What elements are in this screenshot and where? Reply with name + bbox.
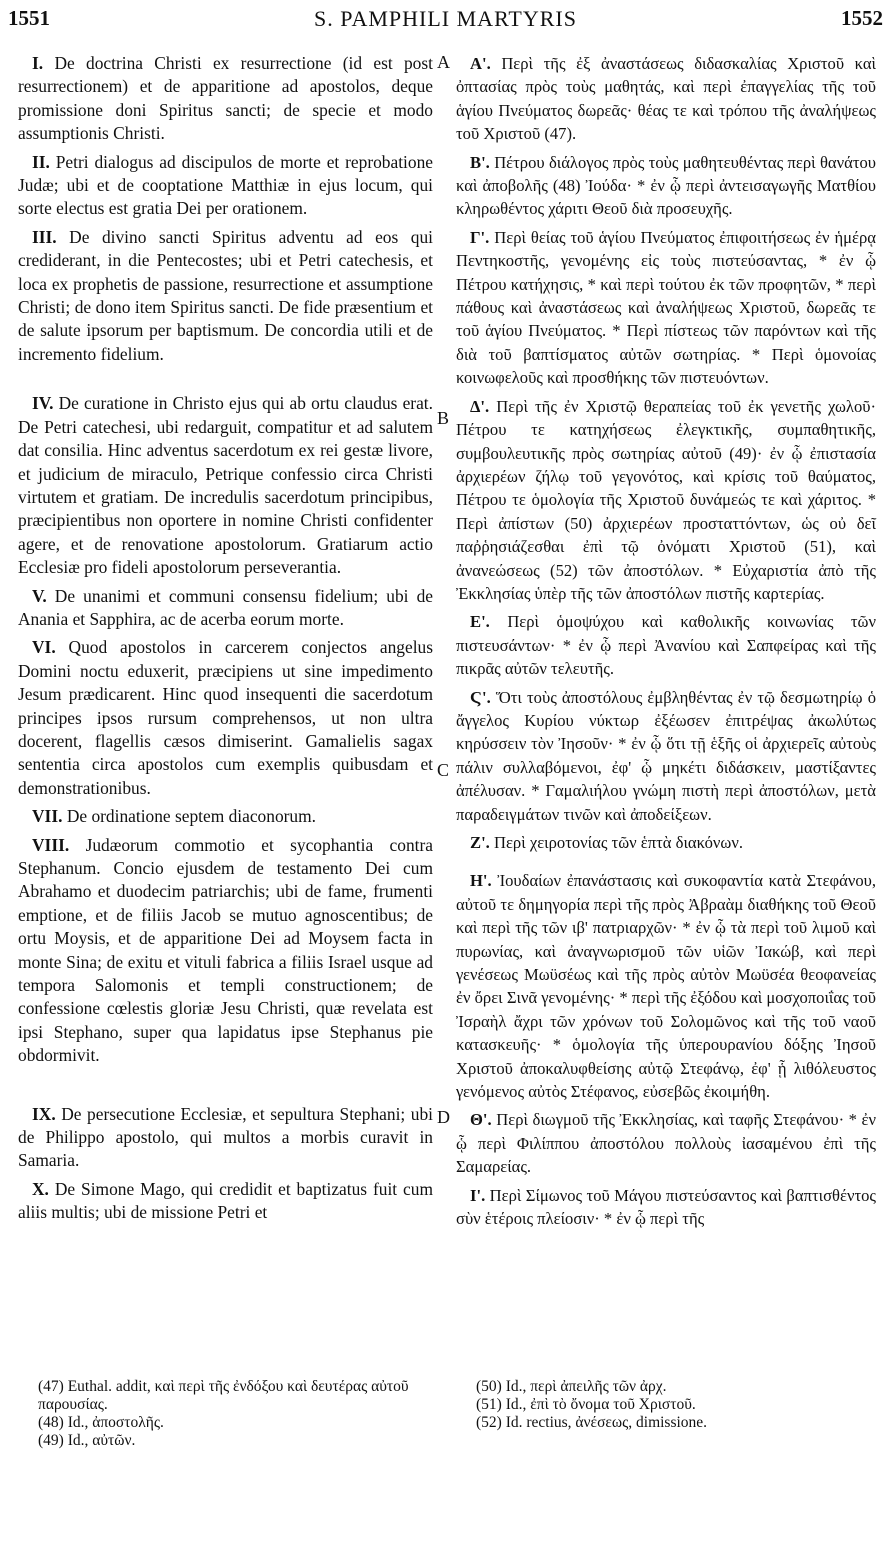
footnote: (51) Id., ἐπὶ τὸ ὄνομα τοῦ Χριστοῦ. [476,1396,696,1413]
latin-entry: X. De Simone Mago, qui credidit et baptizatus fuit cum aliis multis; ubi de missione Petri et [18,1178,433,1223]
greek-entry: Α'. Περὶ τῆς ἐξ ἀναστάσεως διδασκαλίας Χριστοῦ καὶ ὀπτασίας πρὸς τοὺς μαθητάς, καὶ περὶ ἐπαγγελίας τῆς τοῦ ἁγίου Πνεύματος δωρεᾶς· θέας τε καὶ τρόπου τῆς ἀναλήψεως τοῦ Χριστοῦ (47). [456,54,876,144]
latin-entry: VII. De ordinatione septem diaconorum. [32,806,317,827]
latin-entry: II. Petri dialogus ad discipulos de morte et reprobatione Judæ; ubi et de cooptatione Matthiæ in ejus locum, qui sorte electus est gratia Dei per orationem. [18,151,433,219]
margin-marker-d: D [437,1107,450,1127]
latin-entry: I. De doctrina Christi ex resurrectione (id est post resurrectionem) et de apparitione ad apostolos, deque promissione doni Spiritus sancti; de specie et modo assumptionis Christi. [18,53,433,144]
greek-entry: Θ'. Περὶ διωγμοῦ τῆς Ἐκκλησίας, καὶ ταφῆς Στεφάνου· * ἐν ᾧ περὶ Φιλίππου ἀποστόλου πολλοὺς ἰασαμένου ἐπὶ τῆς Σαμαρείας. [456,1110,877,1177]
latin-entry: III. De divino sancti Spiritus adventu ad eos qui crediderant, in die Pentecostes; ubi et Petri catechesis, et loca ex prophetis de passione, resurrectione et assumptione Christi; de dono item Spiritus sancti. De fide præsentium et de salute ipsorum per baptismum. De concordia utili et de incremento fidelium. [18,226,433,364]
page-header [8,4,883,38]
greek-entry: Γ'. Περὶ θείας τοῦ ἁγίου Πνεύματος ἐπιφοιτήσεως ἐν ἡμέρᾳ Πεντηκοστῆς, γενομένης εἰς τοὺς πιστεύσαντας, * ἐν ᾧ Πέτρου κατήχησις, * καὶ περὶ τούτου ἐκ τῶν προφητῶν, * περὶ πάθους καὶ ἀναστάσεως καὶ ἀναλήψεως Χριστοῦ, δωρεᾶς τε τοῦ ἁγίου Πνεύματος. * Περὶ πίστεως τῶν παρόντων καὶ τῆς διὰ τοῦ βαπτίσματος αὐτῶν σωτηρίας. * Περὶ ὁμονοίας κοινωφελοῦς καὶ προσθήκης τῶν πιστευόντων. [456,227,876,388]
footnote: (52) Id. rectius, ἀνέσεως, dimissione. [476,1414,708,1431]
greek-entry: Ϛ'. Ὅτι τοὺς ἀποστόλους ἐμβληθέντας ἐν τῷ δεσμωτηρίῳ ὁ ἄγγελος Κυρίου νύκτωρ ἐξέωσεν ἐπιτρέψας ἀκωλύτως κηρύσσειν τὸν Ἰησοῦν· * ἐν ᾧ ὅτι τῇ ἑξῆς οἱ ἀρχιερεῖς αὐτοὺς πάλιν συλλαβόμενοι, ἐφ' ᾧ μηκέτι διδάσκειν, μαστίξαντες ἀπέλυσαν. * Γαμαλιήλου γνώμη πιστὴ περὶ ἀποστόλων, μετὰ παραδειγμάτων τινῶν καὶ ἀποδείξεων. [456,687,876,824]
footnote: (49) Id., αὐτῶν. [38,1432,136,1449]
footnote: (50) Id., περὶ ἀπειλῆς τῶν ἀρχ. [476,1378,667,1395]
spacer [456,859,876,869]
greek-entry: Ζ'. Περὶ χειροτονίας τῶν ἑπτὰ διακόνων. [470,833,743,852]
spacer [18,371,433,392]
latin-column [18,52,433,1230]
greek-entry: Δ'. Περὶ τῆς ἐν Χριστῷ θεραπείας τοῦ ἐκ γενετῆς χωλοῦ· Πέτρου τε κατηχήσεως ἐλεγκτικῆς, συμπαθητικῆς, συμβουλευτικῆς πρὸς σωτηρίας αὐτοῦ (49)· ἐν ᾧ ἐπιστασία ἀρχιερέων ζήλῳ τοῦ γεγονότος, καὶ κρίσις τοῦ θαύματος, Πέτρου τε ὁμολογία τῆς Χριστοῦ δυνάμεώς τε καὶ χάριτος. * Περὶ ἀπίστων (50) ἀρχιερέων προσταττόντων, ὡς οὐ δεῖ παῤῥησιάζεσθαι ἐπὶ τῷ ὀνόματι Χριστοῦ (51), καὶ ἀνανεώσεως (52) τῶν ἀποστόλων. * Εὐχαριστία ἀπὸ τῆς Ἐκκλησίας ὑπὲρ τῆς τῶν ἀποστόλων πιστῆς καρτερίας. [456,396,876,603]
latin-entry: VIII. Judæorum commotio et sycophantia contra Stephanum. Concio ejusdem de testamento Dei cum Abrahamo et duodecim patriarchis; ubi de fame, frumenti emptione, et de filiis Jacob se mutuo agnoscentibus; de ortu Moysis, et de apparitione Dei ad Moysem facta in monte Sina; de exitu et vituli fabrica a filiis Israel usque ad tempora Salomonis et templi constructionem; de confessione cœlestis gloriæ Jesu Christi, quæ revelata est ipsi Stephano, super qua lapidatus ipse Stephanus pie obdormivit. [18,834,433,1066]
greek-column [456,52,876,1236]
latin-entry: VI. Quod apostolos in carcerem conjectos angelus Domini noctu eduxerit, præcipiens ut sine impedimento Jesum prædicarent. Hinc quod insequenti die sacerdotum principes ipsos rursum comprehensos, ut non ultra docerent, flagellis cæsos dimiserint. Gamalielis sagax sententia circa apostolos cum exemplis quibusdam et demonstrationibus. [18,637,433,798]
running-title: S. PAMPHILI MARTYRIS [314,6,577,31]
footnotes-left [38,1378,438,1450]
margin-marker-b: B [437,408,450,428]
latin-entry: IV. De curatione in Christo ejus qui ab ortu claudus erat. De Petri catechesi, ubi redarguit, compatitur et ad salutem dat consilia. Hinc adventus sacerdotum ex rei gestæ livore, et judicium de miraculo, Petrique confessio circa Christi virtutem et gratiam. De incredulis sacerdotum principibus, præcipientibus non oportere in nomine Christi confidenter agere, et de renovatione apostolorum. Gratiarum actio Ecclesiæ pro fideli apostolorum perseverantia. [18,393,433,578]
margin-marker-c: C [437,760,450,780]
footnotes-right [476,1378,876,1432]
greek-entry: Ι'. Περὶ Σίμωνος τοῦ Μάγου πιστεύσαντος καὶ βαπτισθέντος σὺν ἑτέροις πλείοσιν· * ἐν ᾧ περὶ τῆς [456,1185,876,1229]
margin-marker-a: A [437,52,450,72]
latin-entry: IX. De persecutione Ecclesiæ, et sepultura Stephani; ubi de Philippo apostolo, qui multos a morbis curavit in Samaria. [18,1103,433,1171]
greek-entry: Η'. Ἰουδαίων ἐπανάστασις καὶ συκοφαντία κατὰ Στεφάνου, αὐτοῦ τε δημηγορία περὶ τῆς πρὸς Ἀβραὰμ διαθήκης τοῦ Θεοῦ καὶ περὶ τῆς τῶν ιβ' πατριαρχῶν· * ἐν ᾧ τὰ περὶ τοῦ λιμοῦ καὶ πυρωνίας, καὶ ἀναγνωρισμοῦ τῶν υἱῶν Ἰακώβ, καὶ περὶ γενέσεως Μωϋσέως καὶ τῆς πρὸς αὐτὸν Μωϋσέα θεοφανείας ἐν ὄρει Σινᾶ γενομένης· * περὶ τῆς ἐξόδου καὶ μοσχοποιΐας τοῦ Ἰσραὴλ ἄχρι τῶν χρόνων τοῦ Σολομῶνος καὶ τῆς τοῦ ναοῦ κατασκευῆς· * ὁμολογία τῆς ὑπερουρανίου δόξης Ἰησοῦ Χριστοῦ ἀποκαλυφθείσης αὐτῷ Στεφάνῳ, ἐφ' ᾗ λιθόλευστος γενόμενος αὐτὸς Στέφανος, εὐσεβῶς ἐκοιμήθη. [456,871,876,1102]
footnote: (47) Euthal. addit, καὶ περὶ τῆς ἐνδόξου καὶ δευτέρας αὐτοῦ παρουσίας. [38,1378,409,1413]
page-number-right: 1552 [841,6,883,30]
greek-entry: Β'. Πέτρου διάλογος πρὸς τοὺς μαθητευθέντας περὶ θανάτου καὶ ἀποβολῆς (48) Ἰούδα· * ἐν ᾧ περὶ ἀντεισαγωγῆς Ματθίου κληρωθέντος χάριτι Θεοῦ διὰ προσευχῆς. [456,152,877,219]
latin-entry: V. De unanimi et communi consensu fidelium; ubi de Anania et Sapphira, ac de acerba eorum morte. [18,585,433,629]
page-number-left: 1551 [8,6,50,30]
spacer [18,1073,433,1103]
footnote: (48) Id., ἀποστολῆς. [38,1414,164,1431]
greek-entry: Ε'. Περὶ ὁμοψύχου καὶ καθολικῆς κοινωνίας τῶν πιστευσάντων· * ἐν ᾧ περὶ Ἀνανίου καὶ Σαπφείρας καὶ τῆς πικρᾶς αὐτῶν τελευτῆς. [456,612,876,679]
